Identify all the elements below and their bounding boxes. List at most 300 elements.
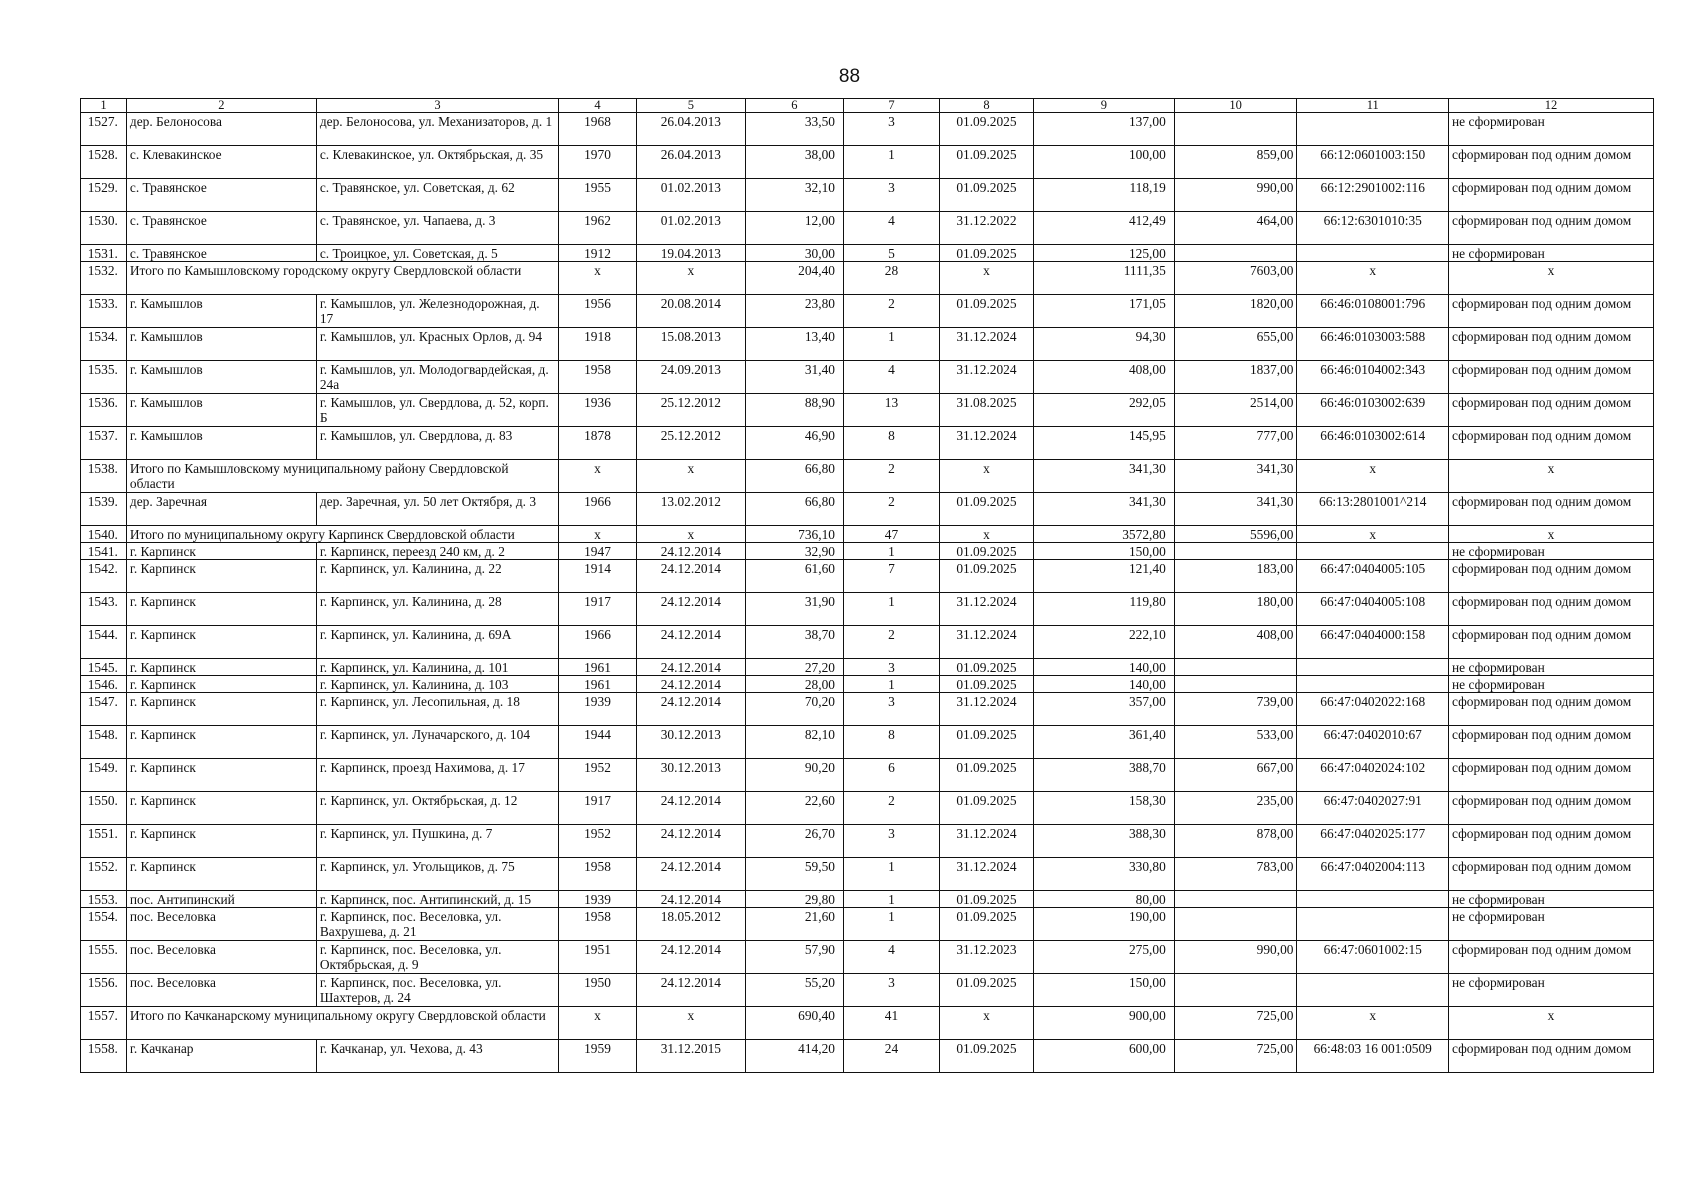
table-cell: 783,00 <box>1174 858 1297 891</box>
table-cell: 24.12.2014 <box>636 858 745 891</box>
table-cell: 01.09.2025 <box>940 726 1034 759</box>
table-row <box>81 328 1654 361</box>
table-cell <box>1174 974 1297 1007</box>
table-row <box>81 113 1654 146</box>
table-cell: 1111,35 <box>1033 262 1174 295</box>
table-cell: 235,00 <box>1174 792 1297 825</box>
table-cell: 66:47:0402004:113 <box>1297 858 1449 891</box>
table-cell <box>1297 659 1449 676</box>
table-cell: х <box>1449 262 1654 295</box>
table-cell: 59,50 <box>745 858 843 891</box>
table-cell: г. Карпинск <box>126 676 316 693</box>
table-cell: не сформирован <box>1449 891 1654 908</box>
table-cell: 4 <box>843 212 939 245</box>
table-cell: сформирован под одним домом <box>1449 179 1654 212</box>
table-cell: 204,40 <box>745 262 843 295</box>
table-cell: пос. Веселовка <box>126 908 316 941</box>
table-cell: х <box>1449 1007 1654 1040</box>
table-cell: 1539. <box>81 493 127 526</box>
table-cell: 739,00 <box>1174 693 1297 726</box>
table-cell: 23,80 <box>745 295 843 328</box>
table-cell: 3 <box>843 974 939 1007</box>
table-cell: 32,90 <box>745 543 843 560</box>
table-cell: не сформирован <box>1449 974 1654 1007</box>
table-cell: сформирован под одним домом <box>1449 146 1654 179</box>
table-cell: 1947 <box>559 543 637 560</box>
table-cell: х <box>636 262 745 295</box>
table-cell: 222,10 <box>1033 626 1174 659</box>
col-header: 7 <box>843 99 939 113</box>
table-cell: пос. Антипинский <box>126 891 316 908</box>
col-header: 8 <box>940 99 1034 113</box>
table-row <box>81 891 1654 908</box>
table-cell: 3572,80 <box>1033 526 1174 543</box>
table-row <box>81 941 1654 974</box>
table-cell: х <box>559 460 637 493</box>
table-cell: сформирован под одним домом <box>1449 792 1654 825</box>
table-cell: 66:46:0103002:639 <box>1297 394 1449 427</box>
table-cell: г. Карпинск, ул. Пушкина, д. 7 <box>316 825 558 858</box>
table-cell: не сформирован <box>1449 543 1654 560</box>
table-cell: с. Травянское <box>126 212 316 245</box>
table-cell: 341,30 <box>1174 460 1297 493</box>
table-cell: 01.09.2025 <box>940 295 1034 328</box>
table-cell: 292,05 <box>1033 394 1174 427</box>
table-cell: х <box>1297 526 1449 543</box>
table-cell: 31.12.2022 <box>940 212 1034 245</box>
table-cell: 31.12.2023 <box>940 941 1034 974</box>
table-cell: дер. Белоносова <box>126 113 316 146</box>
table-cell: 1958 <box>559 858 637 891</box>
table-cell: 1546. <box>81 676 127 693</box>
table-cell: сформирован под одним домом <box>1449 693 1654 726</box>
table-cell: 24.12.2014 <box>636 593 745 626</box>
table-cell <box>1174 891 1297 908</box>
table-row <box>81 212 1654 245</box>
table-cell: 1533. <box>81 295 127 328</box>
table-cell: 41 <box>843 1007 939 1040</box>
table-cell: 412,49 <box>1033 212 1174 245</box>
table-cell: 1 <box>843 908 939 941</box>
table-cell: 725,00 <box>1174 1040 1297 1073</box>
table-cell: не сформирован <box>1449 908 1654 941</box>
table-cell: 33,50 <box>745 113 843 146</box>
table-cell: с. Травянское <box>126 179 316 212</box>
table-row <box>81 560 1654 593</box>
table-cell: 1 <box>843 891 939 908</box>
table-row <box>81 908 1654 941</box>
table-cell: г. Карпинск <box>126 560 316 593</box>
table-cell: 1837,00 <box>1174 361 1297 394</box>
table-cell: 4 <box>843 941 939 974</box>
table-cell: 140,00 <box>1033 676 1174 693</box>
table-row <box>81 759 1654 792</box>
table-cell: 30.12.2013 <box>636 726 745 759</box>
table-cell: х <box>1297 1007 1449 1040</box>
table-cell: 121,40 <box>1033 560 1174 593</box>
table-cell: х <box>940 460 1034 493</box>
table-cell: 859,00 <box>1174 146 1297 179</box>
table-cell: сформирован под одним домом <box>1449 759 1654 792</box>
table-cell: 1917 <box>559 792 637 825</box>
table-cell: 24.12.2014 <box>636 974 745 1007</box>
table-cell: г. Карпинск, ул. Угольщиков, д. 75 <box>316 858 558 891</box>
table-cell: 2 <box>843 295 939 328</box>
table-row <box>81 179 1654 212</box>
table-cell: сформирован под одним домом <box>1449 726 1654 759</box>
table-cell: 2514,00 <box>1174 394 1297 427</box>
table-cell: г. Карпинск, проезд Нахимова, д. 17 <box>316 759 558 792</box>
table-cell: 31.12.2024 <box>940 693 1034 726</box>
table-cell: с. Клевакинское <box>126 146 316 179</box>
table-cell: 24.12.2014 <box>636 891 745 908</box>
table-row <box>81 394 1654 427</box>
table-cell: х <box>1449 526 1654 543</box>
table-cell: сформирован под одним домом <box>1449 427 1654 460</box>
table-cell: х <box>1449 460 1654 493</box>
table-cell: 1540. <box>81 526 127 543</box>
table-cell: 61,60 <box>745 560 843 593</box>
table-cell: 1547. <box>81 693 127 726</box>
table-cell: 66:47:0402022:168 <box>1297 693 1449 726</box>
table-cell: 1528. <box>81 146 127 179</box>
table-cell: г. Карпинск <box>126 626 316 659</box>
table-cell: 1532. <box>81 262 127 295</box>
table-cell: 24.12.2014 <box>636 941 745 974</box>
table-cell: г. Карпинск <box>126 759 316 792</box>
table-cell: 1553. <box>81 891 127 908</box>
table-cell: 145,95 <box>1033 427 1174 460</box>
table-cell: Итого по муниципальному округу Карпинск Свердловской области <box>126 526 558 543</box>
col-header: 4 <box>559 99 637 113</box>
table-row <box>81 726 1654 759</box>
table-cell: 1918 <box>559 328 637 361</box>
table-cell: г. Карпинск, ул. Октябрьская, д. 12 <box>316 792 558 825</box>
table-cell: г. Карпинск <box>126 693 316 726</box>
table-cell: 66:47:0404005:105 <box>1297 560 1449 593</box>
table-cell: сформирован под одним домом <box>1449 560 1654 593</box>
table-cell: 1548. <box>81 726 127 759</box>
table-body <box>81 113 1654 1073</box>
table-cell: г. Камышлов, ул. Железнодорожная, д. 17 <box>316 295 558 328</box>
table-cell: 1558. <box>81 1040 127 1073</box>
register-table <box>80 98 1654 1073</box>
table-cell: 414,20 <box>745 1040 843 1073</box>
table-cell: 990,00 <box>1174 941 1297 974</box>
table-cell: 1542. <box>81 560 127 593</box>
table-cell: с. Травянское, ул. Советская, д. 62 <box>316 179 558 212</box>
table-cell: 1555. <box>81 941 127 974</box>
table-cell: Итого по Качканарскому муниципальному округу Свердловской области <box>126 1007 558 1040</box>
table-cell: 24.12.2014 <box>636 676 745 693</box>
table-cell: 80,00 <box>1033 891 1174 908</box>
table-row <box>81 146 1654 179</box>
table-cell: не сформирован <box>1449 676 1654 693</box>
table-cell: 1914 <box>559 560 637 593</box>
table-cell: 26.04.2013 <box>636 113 745 146</box>
col-header: 9 <box>1033 99 1174 113</box>
col-header: 11 <box>1297 99 1449 113</box>
table-cell: 1529. <box>81 179 127 212</box>
table-cell: 31.12.2024 <box>940 361 1034 394</box>
table-cell: 1530. <box>81 212 127 245</box>
table-row <box>81 543 1654 560</box>
table-cell: 66:47:0404000:158 <box>1297 626 1449 659</box>
table-cell: 1958 <box>559 908 637 941</box>
table-cell <box>1174 113 1297 146</box>
table-cell: 878,00 <box>1174 825 1297 858</box>
table-cell: 66:47:0402027:91 <box>1297 792 1449 825</box>
table-cell: г. Карпинск <box>126 543 316 560</box>
table-cell: 31.12.2024 <box>940 593 1034 626</box>
table-cell: сформирован под одним домом <box>1449 361 1654 394</box>
table-cell: 01.09.2025 <box>940 245 1034 262</box>
table-cell: 1554. <box>81 908 127 941</box>
table-cell: х <box>1297 262 1449 295</box>
table-cell: 88,90 <box>745 394 843 427</box>
table-row <box>81 858 1654 891</box>
table-cell: 8 <box>843 427 939 460</box>
table-row <box>81 626 1654 659</box>
table-row-total <box>81 526 1654 543</box>
table-cell: 31.12.2024 <box>940 858 1034 891</box>
table-cell: пос. Веселовка <box>126 941 316 974</box>
table-cell: 25.12.2012 <box>636 394 745 427</box>
table-cell: 24 <box>843 1040 939 1073</box>
table-cell: 1 <box>843 328 939 361</box>
table-row <box>81 676 1654 693</box>
table-cell: сформирован под одним домом <box>1449 593 1654 626</box>
table-cell: 24.12.2014 <box>636 626 745 659</box>
table-cell: сформирован под одним домом <box>1449 328 1654 361</box>
table-cell: 1537. <box>81 427 127 460</box>
table-cell: 70,20 <box>745 693 843 726</box>
table-cell: 3 <box>843 113 939 146</box>
table-cell: г. Карпинск, пос. Веселовка, ул. Вахрушева, д. 21 <box>316 908 558 941</box>
table-cell: 190,00 <box>1033 908 1174 941</box>
table-cell: 1550. <box>81 792 127 825</box>
table-cell: сформирован под одним домом <box>1449 493 1654 526</box>
table-cell: 94,30 <box>1033 328 1174 361</box>
table-cell: 66:47:0601002:15 <box>1297 941 1449 974</box>
table-cell: 66:46:0108001:796 <box>1297 295 1449 328</box>
table-cell: х <box>559 262 637 295</box>
table-cell: 66:46:0104002:343 <box>1297 361 1449 394</box>
table-cell: сформирован под одним домом <box>1449 941 1654 974</box>
table-cell: 66:12:2901002:116 <box>1297 179 1449 212</box>
table-cell: не сформирован <box>1449 659 1654 676</box>
table-cell: 31,90 <box>745 593 843 626</box>
table-cell: 27,20 <box>745 659 843 676</box>
table-cell: г. Камышлов, ул. Молодогвардейская, д. 24а <box>316 361 558 394</box>
table-cell: с. Клевакинское, ул. Октябрьская, д. 35 <box>316 146 558 179</box>
table-cell: 655,00 <box>1174 328 1297 361</box>
table-cell: г. Качканар <box>126 1040 316 1073</box>
table-row <box>81 974 1654 1007</box>
table-cell: 30.12.2013 <box>636 759 745 792</box>
table-cell: 26.04.2013 <box>636 146 745 179</box>
table-cell: 171,05 <box>1033 295 1174 328</box>
table-cell: 31.12.2024 <box>940 825 1034 858</box>
table-cell: сформирован под одним домом <box>1449 295 1654 328</box>
table-cell: х <box>940 526 1034 543</box>
table-cell: 1917 <box>559 593 637 626</box>
table-cell: 24.12.2014 <box>636 560 745 593</box>
table-cell: 1531. <box>81 245 127 262</box>
page-number: 88 <box>838 66 861 87</box>
table-cell: 1557. <box>81 1007 127 1040</box>
table-cell: 1939 <box>559 693 637 726</box>
table-cell: 66:12:6301010:35 <box>1297 212 1449 245</box>
table-cell: дер. Белоносова, ул. Механизаторов, д. 1 <box>316 113 558 146</box>
table-row-total <box>81 460 1654 493</box>
table-cell: 2 <box>843 460 939 493</box>
table-cell: г. Камышлов, ул. Красных Орлов, д. 94 <box>316 328 558 361</box>
table-cell: х <box>940 262 1034 295</box>
table-cell: 777,00 <box>1174 427 1297 460</box>
table-cell: х <box>559 1007 637 1040</box>
col-header: 1 <box>81 99 127 113</box>
table-cell: 01.09.2025 <box>940 113 1034 146</box>
table-cell: 31.12.2024 <box>940 626 1034 659</box>
table-cell: 736,10 <box>745 526 843 543</box>
table-cell: 66:47:0402025:177 <box>1297 825 1449 858</box>
table-cell: 1970 <box>559 146 637 179</box>
table-cell: 6 <box>843 759 939 792</box>
table-cell: 1878 <box>559 427 637 460</box>
table-cell: 31.08.2025 <box>940 394 1034 427</box>
table-cell: не сформирован <box>1449 245 1654 262</box>
table-cell: 150,00 <box>1033 543 1174 560</box>
table-cell: 8 <box>843 726 939 759</box>
table-cell: 90,20 <box>745 759 843 792</box>
table-cell: 01.02.2013 <box>636 179 745 212</box>
table-cell: г. Карпинск, ул. Калинина, д. 28 <box>316 593 558 626</box>
table-cell: 1543. <box>81 593 127 626</box>
table-cell: 140,00 <box>1033 659 1174 676</box>
table-cell: 1545. <box>81 659 127 676</box>
table-cell <box>1174 676 1297 693</box>
table-cell: 341,30 <box>1033 493 1174 526</box>
table-cell: 1944 <box>559 726 637 759</box>
table-cell <box>1297 974 1449 1007</box>
table-cell: 1952 <box>559 825 637 858</box>
table-cell: 22,60 <box>745 792 843 825</box>
table-cell: г. Камышлов <box>126 361 316 394</box>
table-cell: 1961 <box>559 676 637 693</box>
table-cell: х <box>940 1007 1034 1040</box>
table-cell: 1544. <box>81 626 127 659</box>
table-row <box>81 693 1654 726</box>
table-cell: дер. Заречная <box>126 493 316 526</box>
table-cell: сформирован под одним домом <box>1449 394 1654 427</box>
table-cell: 2 <box>843 792 939 825</box>
table-cell: г. Карпинск, ул. Луначарского, д. 104 <box>316 726 558 759</box>
table-cell: 66:48:03 16 001:0509 <box>1297 1040 1449 1073</box>
table-cell: 25.12.2012 <box>636 427 745 460</box>
table-cell: 01.09.2025 <box>940 1040 1034 1073</box>
table-cell: 24.12.2014 <box>636 543 745 560</box>
table-cell: г. Камышлов <box>126 328 316 361</box>
table-cell: 01.09.2025 <box>940 974 1034 1007</box>
table-cell: 725,00 <box>1174 1007 1297 1040</box>
table-cell: 01.09.2025 <box>940 891 1034 908</box>
table-cell: 388,70 <box>1033 759 1174 792</box>
table-cell: 5596,00 <box>1174 526 1297 543</box>
table-cell: 125,00 <box>1033 245 1174 262</box>
table-cell <box>1297 113 1449 146</box>
table-cell: 183,00 <box>1174 560 1297 593</box>
table-cell: 180,00 <box>1174 593 1297 626</box>
table-cell: 357,00 <box>1033 693 1174 726</box>
table-cell: 1549. <box>81 759 127 792</box>
table-cell: г. Карпинск <box>126 593 316 626</box>
table-cell: с. Троицкое, ул. Советская, д. 5 <box>316 245 558 262</box>
table-cell: х <box>636 526 745 543</box>
table-cell: 3 <box>843 659 939 676</box>
table-cell: 31,40 <box>745 361 843 394</box>
table-cell: 66:13:2801001^214 <box>1297 493 1449 526</box>
table-cell: х <box>559 526 637 543</box>
table-cell: с. Травянское <box>126 245 316 262</box>
table-cell: 01.09.2025 <box>940 179 1034 212</box>
table-cell <box>1297 908 1449 941</box>
table-cell: г. Карпинск, ул. Калинина, д. 22 <box>316 560 558 593</box>
table-cell: 1955 <box>559 179 637 212</box>
table-cell: Итого по Камышловскому городскому округу Свердловской области <box>126 262 558 295</box>
table-cell: 1 <box>843 858 939 891</box>
table-cell: 47 <box>843 526 939 543</box>
table-cell: 341,30 <box>1174 493 1297 526</box>
table-cell: 137,00 <box>1033 113 1174 146</box>
table-cell: 66:47:0402010:67 <box>1297 726 1449 759</box>
table-cell: 1951 <box>559 941 637 974</box>
table-cell: 66:46:0103003:588 <box>1297 328 1449 361</box>
table-cell: 158,30 <box>1033 792 1174 825</box>
table-cell: 66:47:0404005:108 <box>1297 593 1449 626</box>
table-cell: 1962 <box>559 212 637 245</box>
table-cell: 1958 <box>559 361 637 394</box>
table-cell: г. Карпинск <box>126 726 316 759</box>
table-cell: г. Камышлов <box>126 295 316 328</box>
table-cell: 46,90 <box>745 427 843 460</box>
table-row <box>81 659 1654 676</box>
table-cell: 55,20 <box>745 974 843 1007</box>
table-cell: 388,30 <box>1033 825 1174 858</box>
table-cell: г. Карпинск <box>126 792 316 825</box>
table-cell: г. Качканар, ул. Чехова, д. 43 <box>316 1040 558 1073</box>
table-row <box>81 593 1654 626</box>
table-cell: х <box>636 1007 745 1040</box>
table-row <box>81 825 1654 858</box>
table-cell: 690,40 <box>745 1007 843 1040</box>
table-cell: 1552. <box>81 858 127 891</box>
table-cell: с. Травянское, ул. Чапаева, д. 3 <box>316 212 558 245</box>
table-cell: сформирован под одним домом <box>1449 858 1654 891</box>
table-cell: 330,80 <box>1033 858 1174 891</box>
table-cell: 19.04.2013 <box>636 245 745 262</box>
table-cell: 1966 <box>559 626 637 659</box>
table-cell: г. Камышлов, ул. Свердлова, д. 83 <box>316 427 558 460</box>
table-cell: г. Карпинск, ул. Калинина, д. 101 <box>316 659 558 676</box>
table-cell: 1820,00 <box>1174 295 1297 328</box>
table-cell: 31.12.2024 <box>940 427 1034 460</box>
table-cell: 1968 <box>559 113 637 146</box>
table-cell <box>1174 245 1297 262</box>
table-cell: 01.09.2025 <box>940 493 1034 526</box>
table-cell: 2 <box>843 626 939 659</box>
table-cell: 01.09.2025 <box>940 759 1034 792</box>
